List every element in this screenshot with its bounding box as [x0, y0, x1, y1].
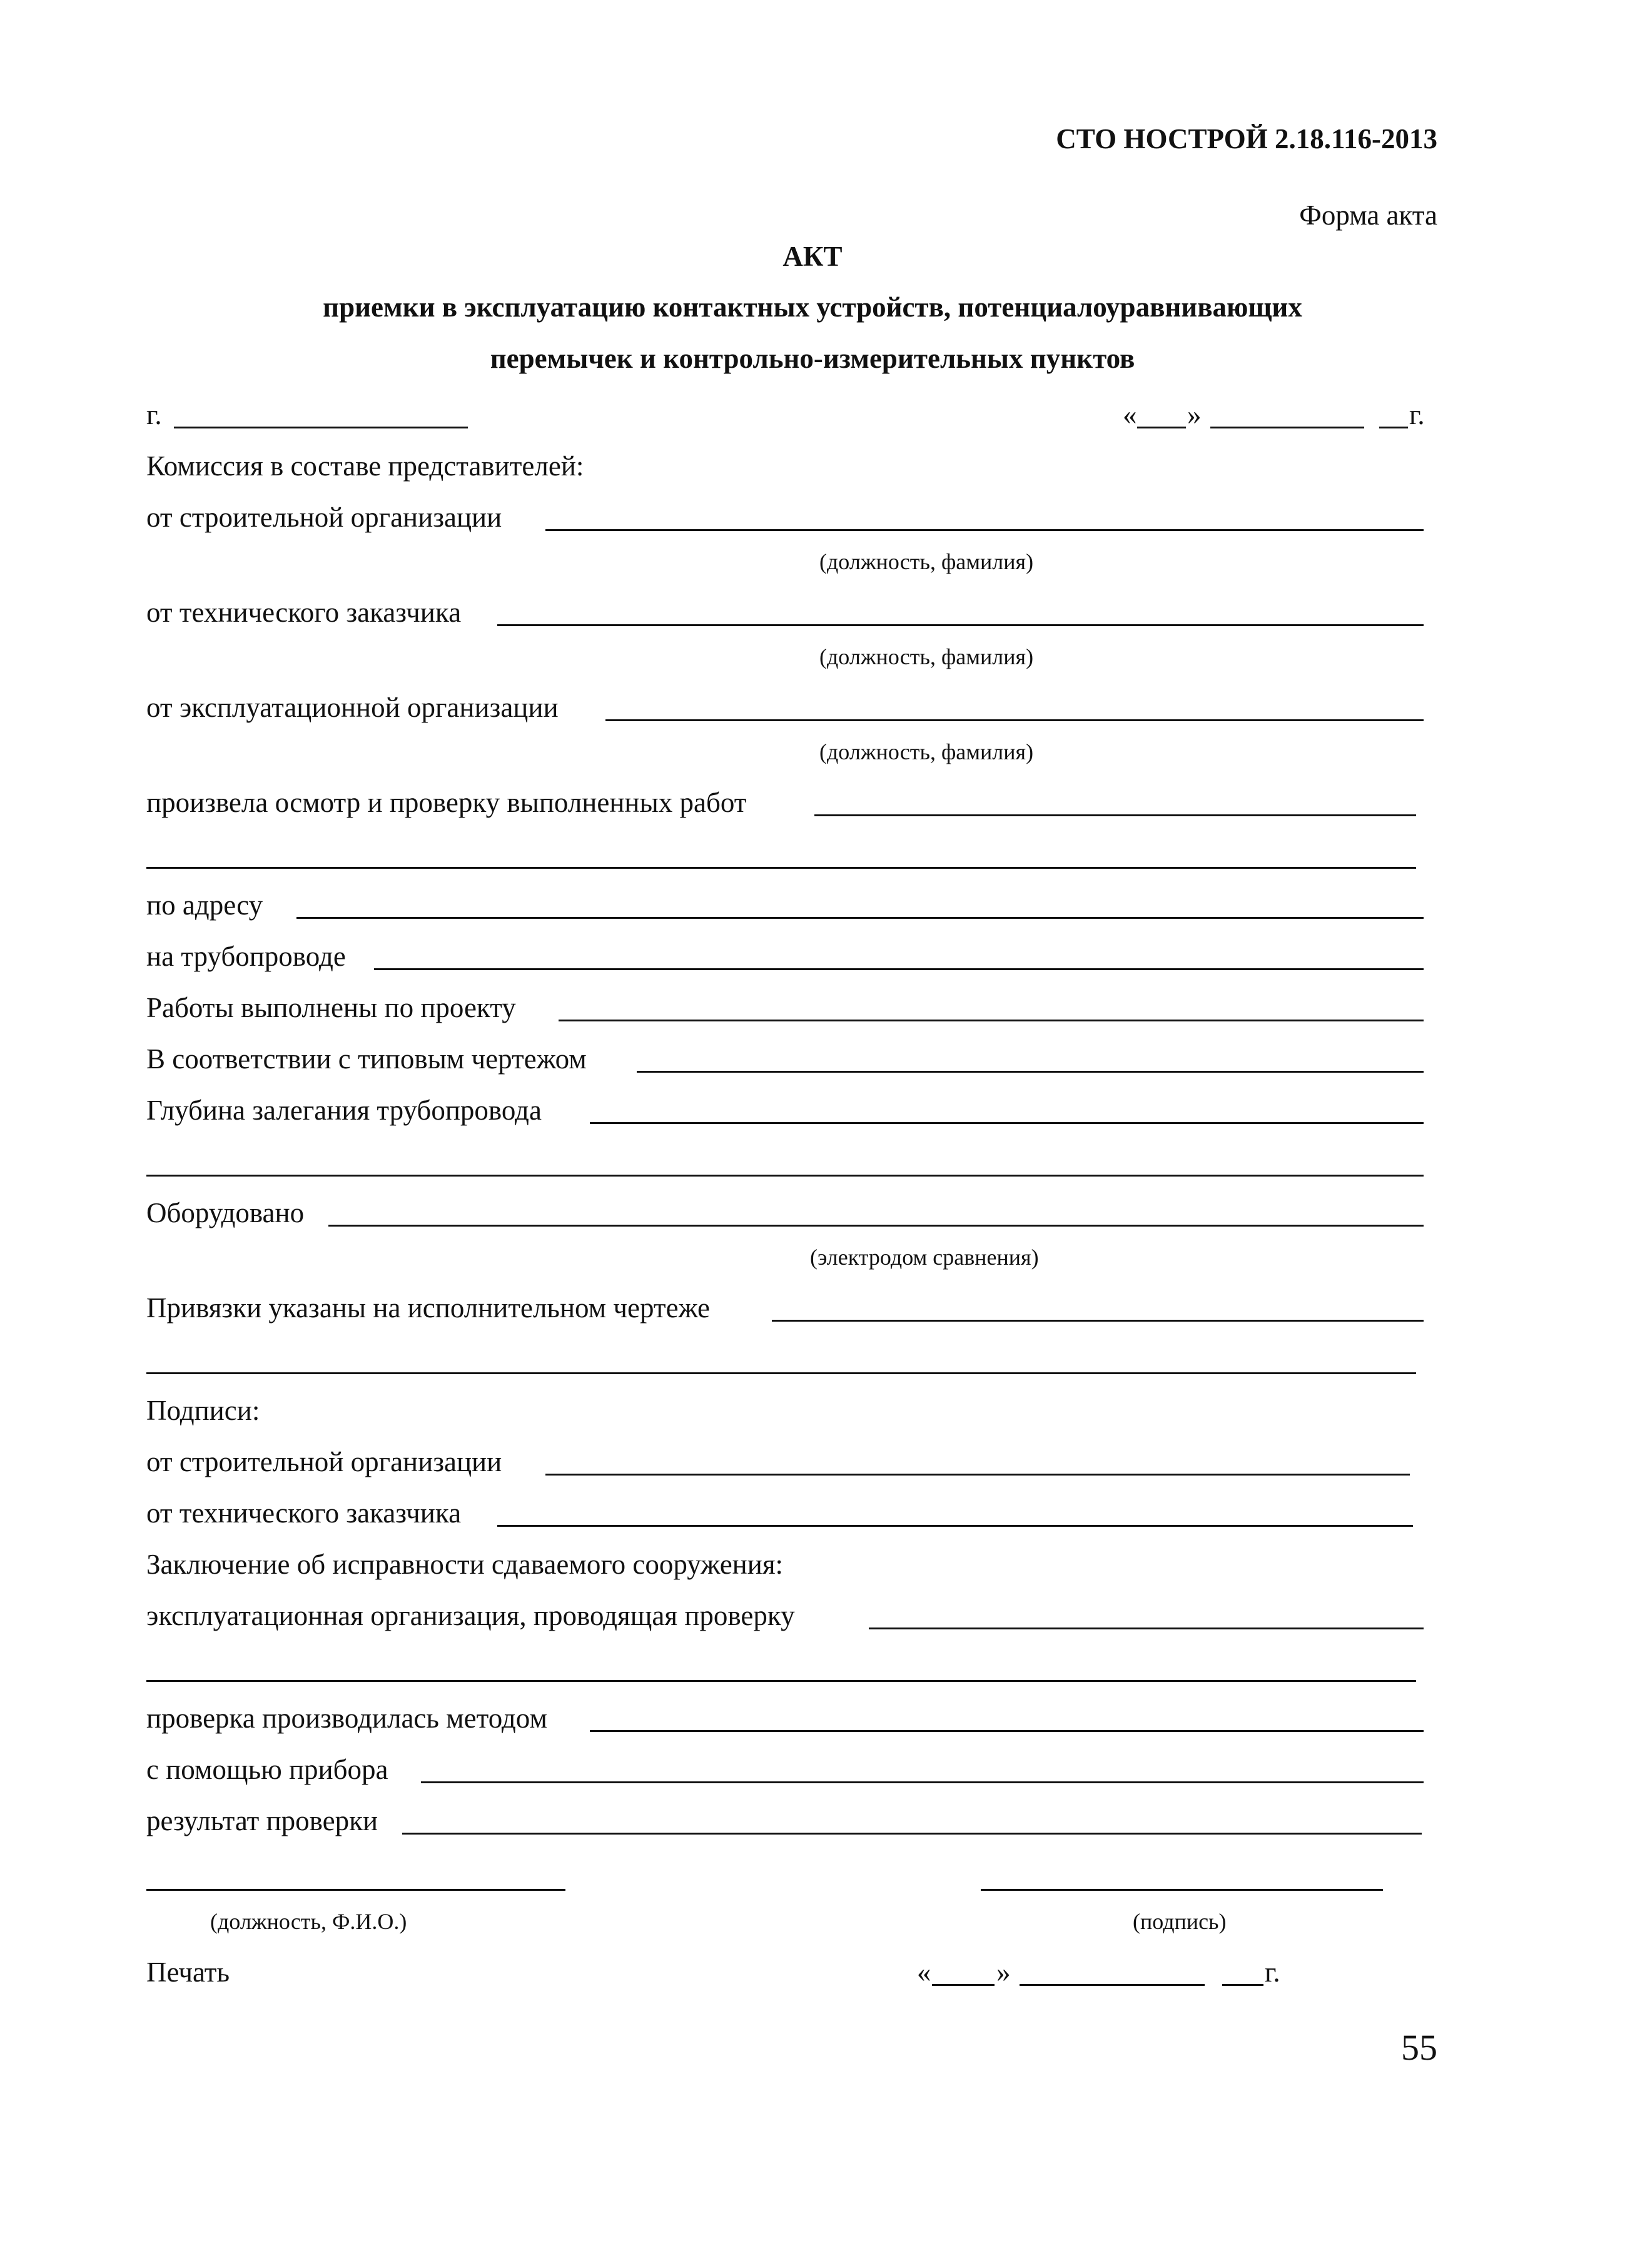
- document-title: АКТ: [782, 241, 843, 272]
- customer-position-hint: (должность, фамилия): [819, 644, 1034, 669]
- depth-field[interactable]: [590, 1122, 1424, 1124]
- pipeline-field[interactable]: [374, 968, 1424, 970]
- name-signature-line[interactable]: [146, 1889, 565, 1891]
- operator-position-hint: (должность, фамилия): [819, 739, 1034, 764]
- signature-line[interactable]: [981, 1889, 1383, 1891]
- footer-day-field[interactable]: [932, 1984, 995, 1986]
- signature-customer-label: от технического заказчика: [146, 1497, 462, 1529]
- method-label: проверка производилась методом: [146, 1703, 547, 1734]
- conclusion-title: Заключение об исправности сдаваемого сооружения:: [146, 1549, 784, 1580]
- drawing-field[interactable]: [637, 1071, 1424, 1073]
- operator-field[interactable]: [605, 719, 1424, 721]
- depth-label: Глубина залегания трубопровода: [146, 1095, 542, 1126]
- electrode-hint: (электродом сравнения): [810, 1245, 1039, 1270]
- name-hint: (должность, Ф.И.О.): [210, 1909, 407, 1934]
- bindings-field-continuation[interactable]: [146, 1372, 1416, 1374]
- signature-customer-field[interactable]: [497, 1525, 1413, 1527]
- signature-hint: (подпись): [1133, 1909, 1227, 1934]
- builder-position-hint: (должность, фамилия): [819, 549, 1034, 574]
- date-year-suffix: г.: [1409, 399, 1425, 430]
- footer-month-field[interactable]: [1020, 1984, 1205, 1986]
- builder-label: от строительной организации: [146, 502, 502, 533]
- standard-code: СТО НОСТРОЙ 2.18.116-2013: [1056, 123, 1437, 154]
- depth-field-continuation[interactable]: [146, 1175, 1424, 1177]
- address-field[interactable]: [296, 917, 1424, 919]
- document-subtitle-line1: приемки в эксплуатацию контактных устройств, потенциалоуравнивающих: [323, 291, 1302, 323]
- city-prefix: г.: [146, 399, 162, 430]
- builder-field[interactable]: [545, 529, 1424, 531]
- date-open-quote: «: [1123, 399, 1137, 430]
- date-close-quote: »: [1187, 399, 1202, 430]
- page-number: 55: [1401, 2027, 1437, 2068]
- address-label: по адресу: [146, 889, 263, 921]
- signatures-title: Подписи:: [146, 1395, 260, 1426]
- footer-open-quote: «: [917, 1957, 931, 1988]
- performed-field[interactable]: [814, 814, 1416, 816]
- conclusion-operator-field-continuation[interactable]: [146, 1680, 1416, 1682]
- signature-builder-field[interactable]: [545, 1474, 1410, 1476]
- customer-field[interactable]: [497, 624, 1424, 626]
- footer-year-suffix: г.: [1265, 1957, 1280, 1988]
- city-field[interactable]: [174, 427, 468, 428]
- performed-label: произвела осмотр и проверку выполненных работ: [146, 787, 747, 818]
- project-label: Работы выполнены по проекту: [146, 992, 516, 1023]
- form-label: Форма акта: [1299, 200, 1437, 231]
- commission-intro: Комиссия в составе представителей:: [146, 450, 584, 482]
- footer-year-field[interactable]: [1222, 1984, 1263, 1986]
- footer-close-quote: »: [996, 1957, 1011, 1988]
- pipeline-label: на трубопроводе: [146, 941, 346, 972]
- method-field[interactable]: [590, 1730, 1424, 1732]
- result-label: результат проверки: [146, 1805, 378, 1836]
- drawing-label: В соответствии с типовым чертежом: [146, 1043, 587, 1075]
- document-subtitle-line2: перемычек и контрольно-измерительных пунктов: [490, 343, 1135, 374]
- operator-label: от эксплуатационной организации: [146, 692, 559, 723]
- device-field[interactable]: [421, 1781, 1424, 1783]
- equipped-field[interactable]: [328, 1225, 1424, 1227]
- result-field[interactable]: [402, 1833, 1422, 1835]
- day-field[interactable]: [1137, 427, 1186, 428]
- signature-builder-label: от строительной организации: [146, 1446, 502, 1477]
- customer-label: от технического заказчика: [146, 597, 462, 628]
- project-field[interactable]: [559, 1020, 1424, 1021]
- bindings-label: Привязки указаны на исполнительном чертеже: [146, 1292, 711, 1324]
- device-label: с помощью прибора: [146, 1754, 388, 1785]
- year-field[interactable]: [1379, 427, 1408, 428]
- bindings-field[interactable]: [772, 1320, 1424, 1322]
- conclusion-operator-label: эксплуатационная организация, проводящая проверку: [146, 1600, 795, 1631]
- stamp-label: Печать: [146, 1957, 230, 1988]
- performed-field-continuation[interactable]: [146, 867, 1416, 869]
- conclusion-operator-field[interactable]: [869, 1628, 1424, 1629]
- equipped-label: Оборудовано: [146, 1197, 305, 1228]
- month-field[interactable]: [1210, 427, 1364, 428]
